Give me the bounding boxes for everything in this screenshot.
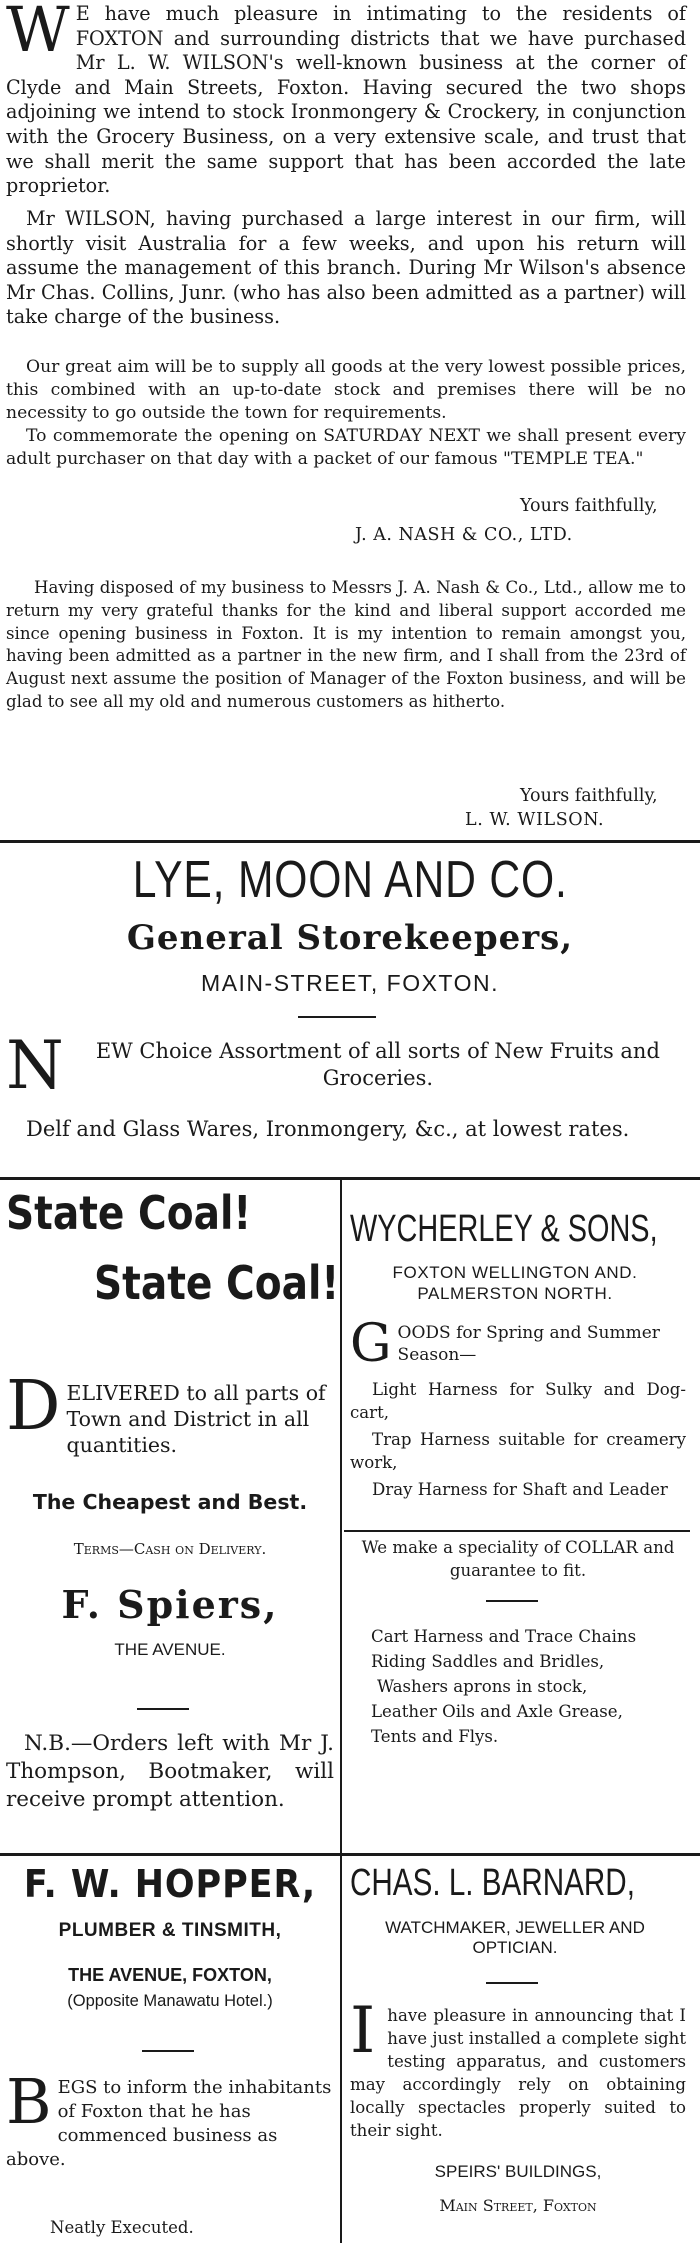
wycherley-title-text: WYCHERLEY & SONS, [350, 1208, 658, 1250]
wycherley-list-item: Cart Harness and Trace Chains [371, 1627, 637, 1646]
lye-moon-line-2: Delf and Glass Wares, Ironmongery, &c., at lowest rates. [26, 1117, 630, 1141]
nash-para-2: Mr WILSON, having purchased a large interest in our firm, will shortly visit Australia for a few weeks, and upon his return will assume the management of this branch. During Mr Wilson's absence Mr Chas. Collins, Junr. (who has also been admitted as a partner) will take charge of the business. [6, 207, 686, 329]
hopper-opposite: (Opposite Manawatu Hotel.) [67, 1992, 273, 2010]
wilson-body: Having disposed of my business to Messrs J. A. Nash & Co., Ltd., allow me to return my very grateful thanks for the kind and liberal support accorded me since opening business in Foxton. It is my intention to remain amongst you, having been admitted as a partner in the new firm, and I shall from the 23rd of August next assume the position of Manager of the Foxton business, and will be glad to see all my old and numerous customers as hitherto. [6, 578, 686, 711]
barnard-body [350, 1994, 686, 2142]
section-rule [0, 840, 700, 843]
wycherley-list [371, 1624, 687, 1749]
barnard-trade: WATCHMAKER, JEWELLER AND OPTICIAN. [385, 1918, 645, 1957]
section-rule-2 [0, 1177, 700, 1180]
state-coal-dropcap: D [6, 1367, 61, 1446]
nash-notice [6, 2, 686, 199]
wilson-signature: L. W. WILSON. [465, 810, 605, 830]
wycherley-item-3: Dray Harness for Shaft and Leader [372, 1480, 668, 1499]
nash-para-3: Our great aim will be to supply all goods at the very lowest possible prices, this combined with an up-to-date stock and premises there will be no necessity to go outside the town for requirements. [6, 357, 686, 423]
barnard-street: Main Street, Foxton [439, 2196, 597, 2215]
wycherley-short-rule [486, 1600, 538, 1602]
wycherley-intro: OODS for Spring and Summer Season— [397, 1323, 660, 1365]
nash-dropcap: W [6, 0, 70, 66]
hopper-dropcap: B [6, 2065, 52, 2138]
state-coal-nb: N.B.—Orders left with Mr J. Thompson, Bootmaker, will receive prompt attention. [6, 1731, 334, 1812]
nash-signature: J. A. NASH & CO., LTD. [355, 525, 573, 545]
wycherley-collar: We make a speciality of COLLAR and guarantee to fit. [361, 1538, 675, 1580]
state-coal-address: THE AVENUE. [114, 1640, 226, 1659]
nash-para-4: To commemorate the opening on SATURDAY NEXT we shall present every adult purchaser on that day with a packet of our famous "TEMPLE TEA." [6, 426, 686, 469]
barnard-body-text: have pleasure in announcing that I have just installed a complete sight testing apparatus, and customers may accordingly rely on obtaining locally spectacles properly suited to their sight. [350, 2006, 686, 2140]
state-coal-short-rule [137, 1708, 189, 1710]
wycherley-dropcap: G [350, 1314, 392, 1374]
hopper-title: F. W. HOPPER, [23, 1862, 317, 1906]
hopper-body [6, 2065, 334, 2172]
hopper-footer: Neatly Executed. [50, 2218, 194, 2237]
hopper-short-rule [142, 2050, 194, 2052]
wycherley-list-item: Riding Saddles and Bridles, [371, 1652, 605, 1671]
barnard-short-rule [486, 1982, 538, 1984]
hopper-body-text: EGS to inform the inhabitants of Foxton that he has commenced business as above. [6, 2077, 332, 2170]
state-coal-heading-2 [94, 1256, 383, 1310]
lye-moon-subtitle: General Storekeepers, [126, 918, 574, 958]
state-coal-heading-1 [6, 1186, 295, 1240]
lye-moon-dropcap: N [6, 1027, 64, 1104]
barnard-dropcap: I [350, 1994, 376, 2068]
wycherley-list-item: Tents and Flys. [371, 1727, 499, 1746]
hopper-address: THE AVENUE, FOXTON, [68, 1965, 272, 1985]
wycherley-goods [350, 1314, 686, 1374]
nash-para-1: E have much pleasure in intimating to the residents of FOXTON and surrounding districts that we have purchased Mr L. W. WILSON's well-known business at the corner of Clyde and Main Streets, Foxton. Having secured the two shops adjoining we intend to stock Ironmongery & Crockery, in conjunction with the Grocery Business, on a very extensive scale, and trust that we shall merit the same support that has been accorded the late proprietor. [6, 2, 686, 198]
hopper-trade: PLUMBER & TINSMITH, [58, 1920, 282, 1941]
state-coal-delivered [6, 1367, 334, 1458]
wycherley-list-item: Washers aprons in stock, [377, 1677, 588, 1696]
nash-para-3-block [6, 356, 686, 424]
lye-moon-title-text: LYE, MOON AND CO. [132, 851, 568, 909]
state-coal-name: F. Spiers, [61, 1582, 279, 1627]
wycherley-item-2: Trap Harness suitable for creamery work, [350, 1430, 686, 1472]
lye-moon-body [6, 1027, 686, 1104]
right-rule-3 [342, 1853, 700, 1856]
lye-moon-address: MAIN-STREET, FOXTON. [201, 970, 499, 996]
wilson-notice [6, 577, 686, 714]
nash-para-2-block [6, 207, 686, 330]
wycherley-towns: FOXTON WELLINGTON AND. PALMERSTON NORTH. [392, 1263, 638, 1303]
wycherley-list-item: Leather Oils and Axle Grease, [371, 1702, 623, 1721]
wilson-closing: Yours faithfully, [520, 786, 658, 806]
column-rule [340, 1180, 342, 2243]
left-rule-3 [0, 1853, 340, 1856]
barnard-title-text: CHAS. L. BARNARD, [350, 1862, 635, 1904]
barnard-title [350, 1862, 700, 1905]
state-coal-terms: Terms—Cash on Delivery. [73, 1540, 267, 1558]
short-rule [298, 1016, 376, 1018]
barnard-building: SPEIRS' BUILDINGS, [434, 2162, 602, 2181]
state-coal-heading-1-text: State Coal! [6, 1186, 252, 1240]
state-coal-heading-2-text: State Coal! [94, 1256, 340, 1310]
lye-moon-title [0, 850, 700, 910]
wycherley-title [350, 1208, 700, 1251]
nash-para-4-block [6, 425, 686, 471]
nash-closing: Yours faithfully, [520, 496, 658, 516]
lye-moon-line-1: EW Choice Assortment of all sorts of New Fruits and Groceries. [95, 1039, 660, 1090]
wycherley-rule-1 [344, 1530, 690, 1532]
state-coal-delivered-text: ELIVERED to all parts of Town and District in all quantities. [66, 1381, 326, 1457]
wycherley-item-1: Light Harness for Sulky and Dog-cart, [350, 1380, 686, 1422]
state-coal-cheapest: The Cheapest and Best. [32, 1490, 308, 1514]
